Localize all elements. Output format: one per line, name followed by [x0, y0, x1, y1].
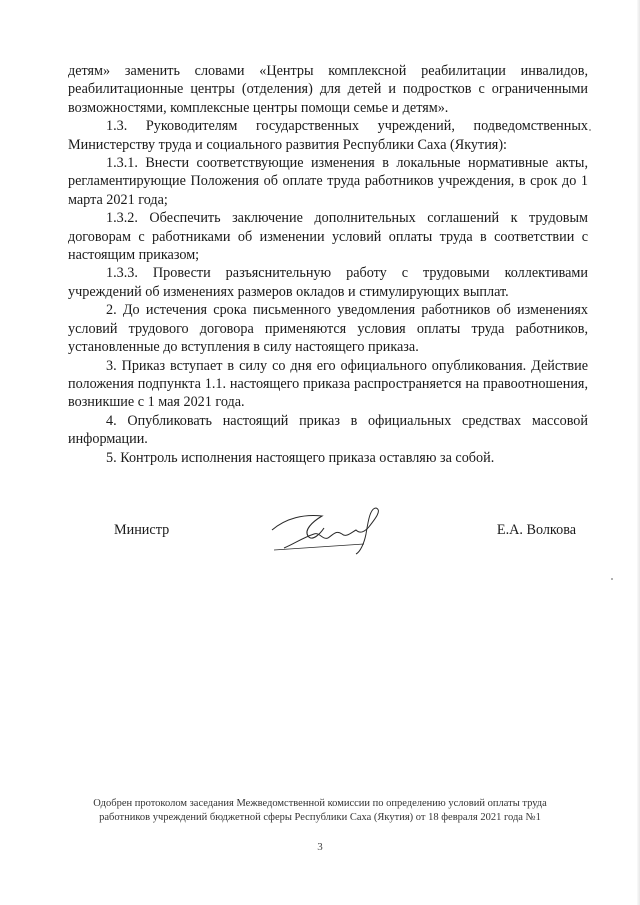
signatory-name: Е.А. Волкова	[496, 522, 576, 538]
paragraph-1-3: 1.3. Руководителям государственных учреждений, подведомственных Министерству труда и социального развития Республики Саха (Якутия):	[68, 118, 588, 153]
paragraph-1-3-3: 1.3.3. Провести разъяснительную работу с трудовыми коллективами учреждений об изменениях размеров окладов и стимулирующих выплат.	[68, 265, 588, 300]
paragraph-4: 4. Опубликовать настоящий приказ в официальных средствах массовой информации.	[68, 412, 588, 448]
page-number: 3	[317, 841, 323, 853]
approval-footnote: Одобрен протоколом заседания Межведомственной комиссии по определению условий оплаты труда работников учреждений бюджетной сферы Республики Саха (Якутия) от 18 февраля 2021 года №1	[93, 798, 547, 823]
scan-speck	[589, 129, 591, 131]
paragraph-2: 2. До истечения срока письменного уведомления работников об изменениях условий трудового договора применяются условия оплаты труда работников, установленные до вступления в силу настоящего приказа.	[68, 302, 588, 356]
scan-speck	[611, 578, 613, 580]
document-body	[68, 62, 588, 467]
paragraph-1-3-2: 1.3.2. Обеспечить заключение дополнительных соглашений к трудовым договорам с работниками об изменении условий оплаты труда в соответствии с настоящим приказом;	[68, 210, 588, 264]
paragraph-continuation: детям» заменить словами «Центры комплексной реабилитации инвалидов, реабилитационные центры (отделения) для детей и подростков с ограниченными возможностями, комплексные центры помощи семье и детям».	[68, 63, 588, 116]
signature-block	[68, 508, 588, 558]
signatory-title: Министр	[114, 522, 170, 538]
paragraph-5: 5. Контроль исполнения настоящего приказа оставляю за собой.	[106, 449, 495, 466]
paragraph-1-3-1: 1.3.1. Внести соответствующие изменения в локальные нормативные акты, регламентирующие Положения об оплате труда работников учреждения, в срок до 1 марта 2021 года;	[68, 155, 588, 208]
paragraph-3: 3. Приказ вступает в силу со дня его официального опубликования. Действие положения подпункта 1.1. настоящего приказа распространяется на правоотношения, возникшие с 1 мая 2021 года.	[68, 357, 588, 411]
handwritten-signature	[264, 504, 394, 556]
